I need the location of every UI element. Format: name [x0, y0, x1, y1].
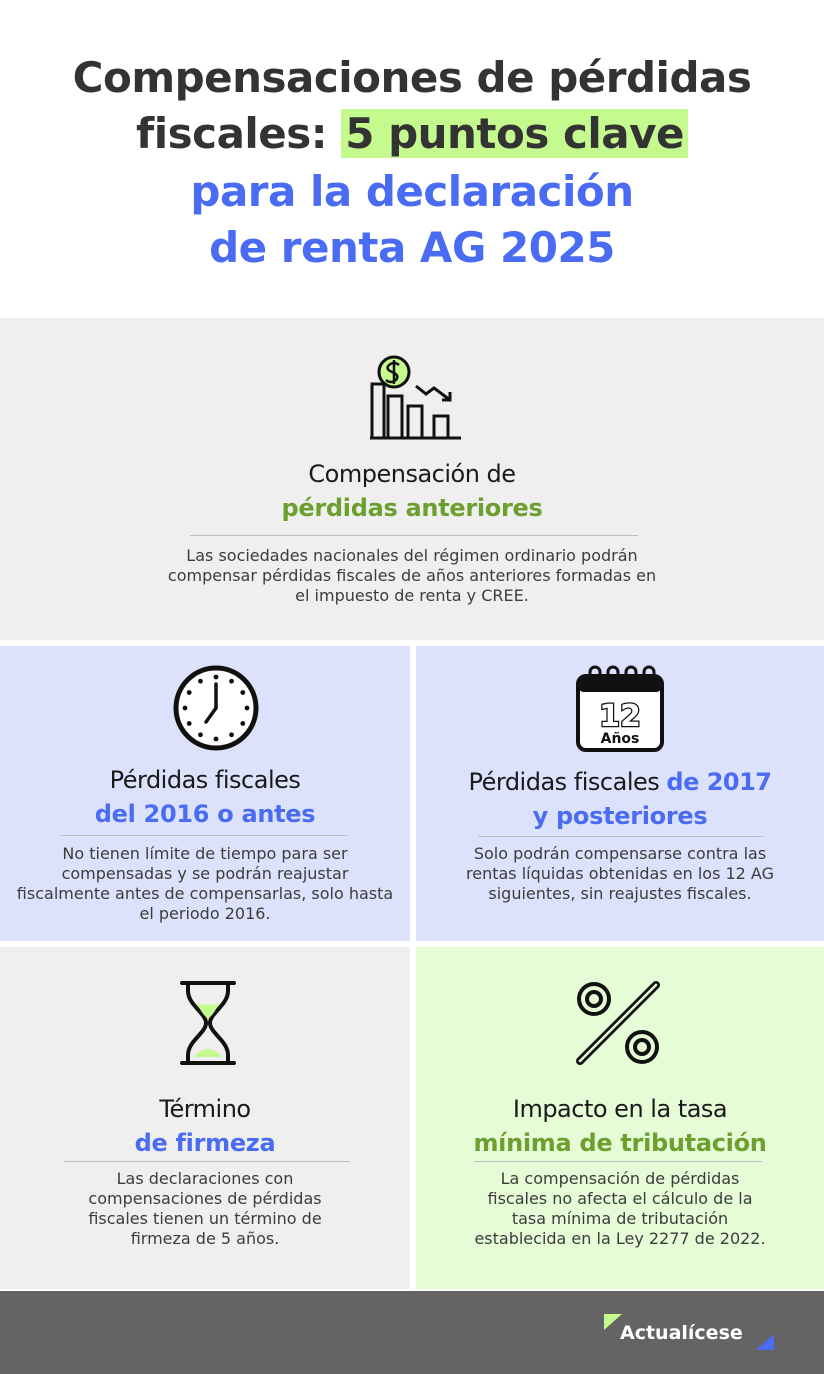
- section-description: Las declaraciones con compensaciones de pérdidas fiscales tienen un término de firmeza de 5 años.: [88, 1169, 322, 1248]
- title-highlight: 5 puntos clave: [341, 109, 688, 158]
- section-heading: Término: [159, 1095, 251, 1123]
- divider: [478, 836, 764, 837]
- section-heading: Impacto en la tasa: [512, 1095, 728, 1123]
- percent-icon: [574, 979, 664, 1069]
- section-accent: mínima de tributación: [473, 1129, 767, 1157]
- calendar-icon: [574, 662, 666, 754]
- section-perdidas-2017: [416, 646, 824, 941]
- section-accent: de firmeza: [134, 1129, 276, 1157]
- title-prefix: fiscales:: [136, 109, 328, 158]
- section-heading: Pérdidas fiscales de 2017: [468, 768, 772, 796]
- section-description: La compensación de pérdidas fiscales no afecta el cálculo de la tasa mínima de tributación establecida en la Ley 2277 de 2022.: [474, 1169, 766, 1248]
- title-line-1: Compensaciones de pérdidas: [72, 53, 752, 102]
- section-perdidas-anteriores: [0, 318, 824, 640]
- brand-logo[interactable]: Actualícese: [620, 1322, 743, 1344]
- calendar-label: Años: [600, 731, 640, 747]
- section-perdidas-2016: [0, 646, 410, 941]
- divider: [64, 1161, 350, 1162]
- title-line-4: de renta AG 2025: [209, 223, 615, 272]
- section-description: Las sociedades nacionales del régimen ordinario podrán compensar pérdidas fiscales de años anteriores formadas en el impuesto de renta y CREE.: [167, 546, 657, 605]
- section-accent: y posteriores: [532, 802, 708, 830]
- section-accent: pérdidas anteriores: [281, 494, 543, 522]
- hourglass-icon: [178, 979, 238, 1067]
- clock-icon: [172, 664, 260, 752]
- divider: [190, 535, 638, 536]
- section-description: Solo podrán compensarse contra las rentas líquidas obtenidas en los 12 AG siguientes, sin reajustes fiscales.: [466, 844, 774, 903]
- section-heading: Compensación de: [308, 460, 516, 488]
- section-accent: del 2016 o antes: [94, 800, 316, 828]
- section-heading: Pérdidas fiscales: [109, 766, 301, 794]
- calendar-number: 12: [599, 699, 641, 734]
- logo-mark-right: [756, 1334, 774, 1350]
- section-description: No tienen límite de tiempo para ser compensadas y se podrán reajustar fiscalmente antes de compensarlas, solo hasta el periodo 2016.: [16, 844, 394, 923]
- title-line-2: [0, 106, 824, 162]
- declining-chart-dollar-icon: [364, 354, 464, 442]
- divider: [474, 1161, 762, 1162]
- title-line-3: para la declaración: [190, 167, 634, 216]
- section-termino-firmeza: [0, 947, 410, 1289]
- header: [0, 0, 824, 318]
- heading-accent: de 2017: [666, 768, 772, 796]
- divider: [60, 835, 348, 836]
- section-tasa-minima: [416, 947, 824, 1289]
